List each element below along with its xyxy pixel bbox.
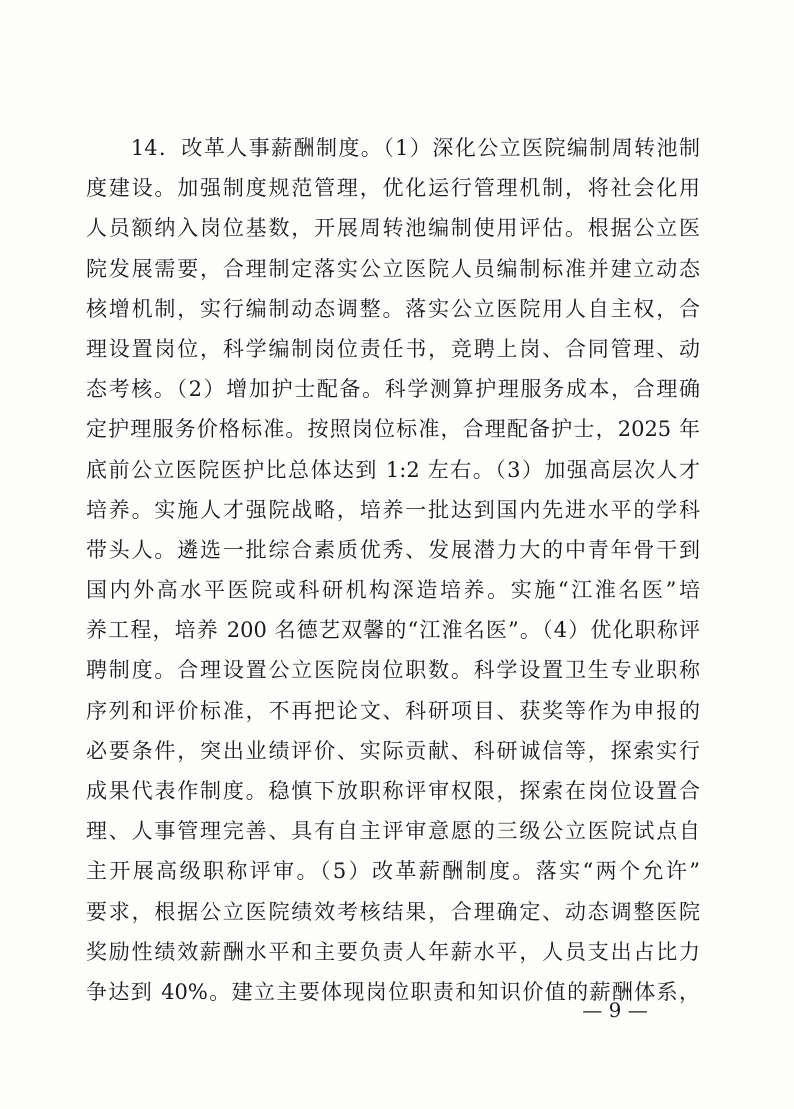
text-line: 定护理服务价格标准。按照岗位标准，合理配备护士，2025 年 xyxy=(86,417,700,442)
text-line: 理设置岗位，科学编制岗位责任书，竞聘上岗、合同管理、动 xyxy=(86,336,700,361)
text-line: 奖励性绩效薪酬水平和主要负责人年薪水平，人员支出占比力 xyxy=(86,939,700,964)
text-line: 14．改革人事薪酬制度。（1）深化公立医院编制周转池制 xyxy=(86,136,700,160)
text-line: 培养。实施人才强院战略，培养一批达到国内先进水平的学科 xyxy=(86,497,700,522)
text-line: 国内外高水平医院或科研机构深造培养。实施“江淮名医”培 xyxy=(86,578,700,603)
text-line: 人员额纳入岗位基数，开展周转池编制使用评估。根据公立医 xyxy=(86,216,700,241)
text-line: 核增机制，实行编制动态调整。落实公立医院用人自主权，合 xyxy=(86,296,700,321)
page-number: — 9 — xyxy=(582,998,648,1022)
text-line: 必要条件，突出业绩评价、实际贡献、科研诚信等，探索实行 xyxy=(86,738,700,763)
body-text xyxy=(86,128,700,1012)
text-line: 主开展高级职称评审。（5）改革薪酬制度。落实“两个允许” xyxy=(86,859,700,884)
text-line: 度建设。加强制度规范管理，优化运行管理机制，将社会化用 xyxy=(86,176,700,201)
text-line: 成果代表作制度。稳慎下放职称评审权限，探索在岗位设置合 xyxy=(86,779,700,803)
text-line: 养工程，培养 200 名德艺双馨的“江淮名医”。（4）优化职称评 xyxy=(86,618,700,643)
text-line: 争达到 40%。建立主要体现岗位职责和知识价值的薪酬体系， xyxy=(86,979,700,1004)
text-line: 聘制度。合理设置公立医院岗位职数。科学设置卫生专业职称 xyxy=(86,658,700,683)
text-line: 态考核。（2）增加护士配备。科学测算护理服务成本，合理确 xyxy=(86,377,700,402)
text-line: 院发展需要，合理制定落实公立医院人员编制标准并建立动态 xyxy=(86,256,700,281)
text-line: 序列和评价标准，不再把论文、科研项目、获奖等作为申报的 xyxy=(86,698,700,723)
text-line: 要求，根据公立医院绩效考核结果，合理确定、动态调整医院 xyxy=(86,899,700,924)
text-line: 带头人。遴选一批综合素质优秀、发展潜力大的中青年骨干到 xyxy=(86,537,700,562)
text-line: 理、人事管理完善、具有自主评审意愿的三级公立医院试点自 xyxy=(86,819,700,844)
text-line: 底前公立医院医护比总体达到 1:2 左右。（3）加强高层次人才 xyxy=(86,457,700,482)
